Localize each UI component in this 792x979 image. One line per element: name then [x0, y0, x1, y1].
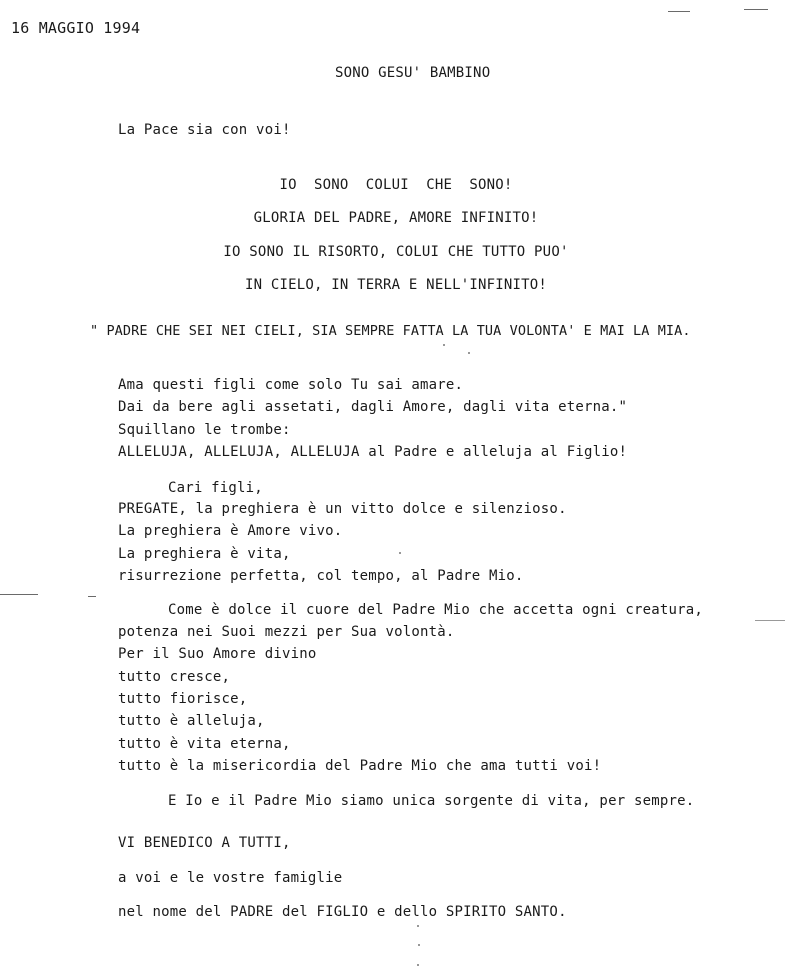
scan-mark — [0, 594, 38, 595]
greeting-line: La Pace sia con voi! — [118, 122, 291, 138]
scan-mark — [668, 11, 690, 12]
paragraph3-line: tutto è la misericordia del Padre Mio che ama tutti voi! — [118, 758, 602, 774]
paragraph3-opening: Come è dolce il cuore del Padre Mio che accetta ogni creatura, — [168, 602, 703, 618]
closing-statement: E Io e il Padre Mio siamo unica sorgente di vita, per sempre. — [168, 793, 695, 809]
paragraph1-line: Dai da bere agli assetati, dagli Amore, dagli vita eterna." — [118, 399, 628, 415]
paragraph2-line: La preghiera è vita, — [118, 546, 291, 562]
blessing-line: nel nome del PADRE del FIGLIO e dello SPIRITO SANTO. — [118, 904, 567, 920]
prayer-line: " PADRE CHE SEI NEI CIELI, SIA SEMPRE FATTA LA TUA VOLONTA' E MAI LA MIA. — [90, 323, 691, 339]
centered-line: IN CIELO, IN TERRA E NELL'INFINITO! — [244, 277, 547, 293]
paragraph3-line: tutto è alleluja, — [118, 713, 265, 729]
paragraph3-line: Per il Suo Amore divino — [118, 646, 317, 662]
centered-line: IO SONO COLUI CHE SONO! — [279, 177, 513, 193]
centered-line: GLORIA DEL PADRE, AMORE INFINITO! — [253, 210, 539, 226]
paragraph2-line: risurrezione perfetta, col tempo, al Padre Mio. — [118, 568, 524, 584]
paragraph1-line: Squillano le trombe: — [118, 422, 291, 438]
paragraph3-line: potenza nei Suoi mezzi per Sua volontà. — [118, 624, 455, 640]
scan-mark — [88, 596, 96, 597]
paragraph1-line: ALLELUJA, ALLELUJA, ALLELUJA al Padre e alleluja al Figlio! — [118, 444, 628, 460]
scan-mark — [744, 9, 768, 10]
paragraph2-opening: Cari figli, — [168, 480, 263, 496]
paragraph1-line: Ama questi figli come solo Tu sai amare. — [118, 377, 464, 393]
scan-mark — [755, 620, 785, 621]
paragraph2-line: PREGATE, la preghiera è un vitto dolce e silenzioso. — [118, 501, 567, 517]
document-title: SONO GESU' BAMBINO — [335, 65, 491, 81]
scan-dot — [417, 964, 419, 966]
document-date: 16 MAGGIO 1994 — [11, 19, 141, 37]
scan-dot — [417, 925, 419, 927]
blessing-line: VI BENEDICO A TUTTI, — [118, 835, 291, 851]
paragraph3-line: tutto cresce, — [118, 669, 231, 685]
paragraph3-line: tutto è vita eterna, — [118, 736, 291, 752]
paragraph3-line: tutto fiorisce, — [118, 691, 248, 707]
blessing-line: a voi e le vostre famiglie — [118, 870, 343, 886]
centered-line: IO SONO IL RISORTO, COLUI CHE TUTTO PUO' — [223, 244, 569, 260]
scan-dot — [468, 352, 470, 354]
scan-dot — [399, 552, 401, 554]
scan-dot — [418, 944, 420, 946]
scan-dot — [443, 344, 445, 346]
paragraph2-line: La preghiera è Amore vivo. — [118, 523, 343, 539]
